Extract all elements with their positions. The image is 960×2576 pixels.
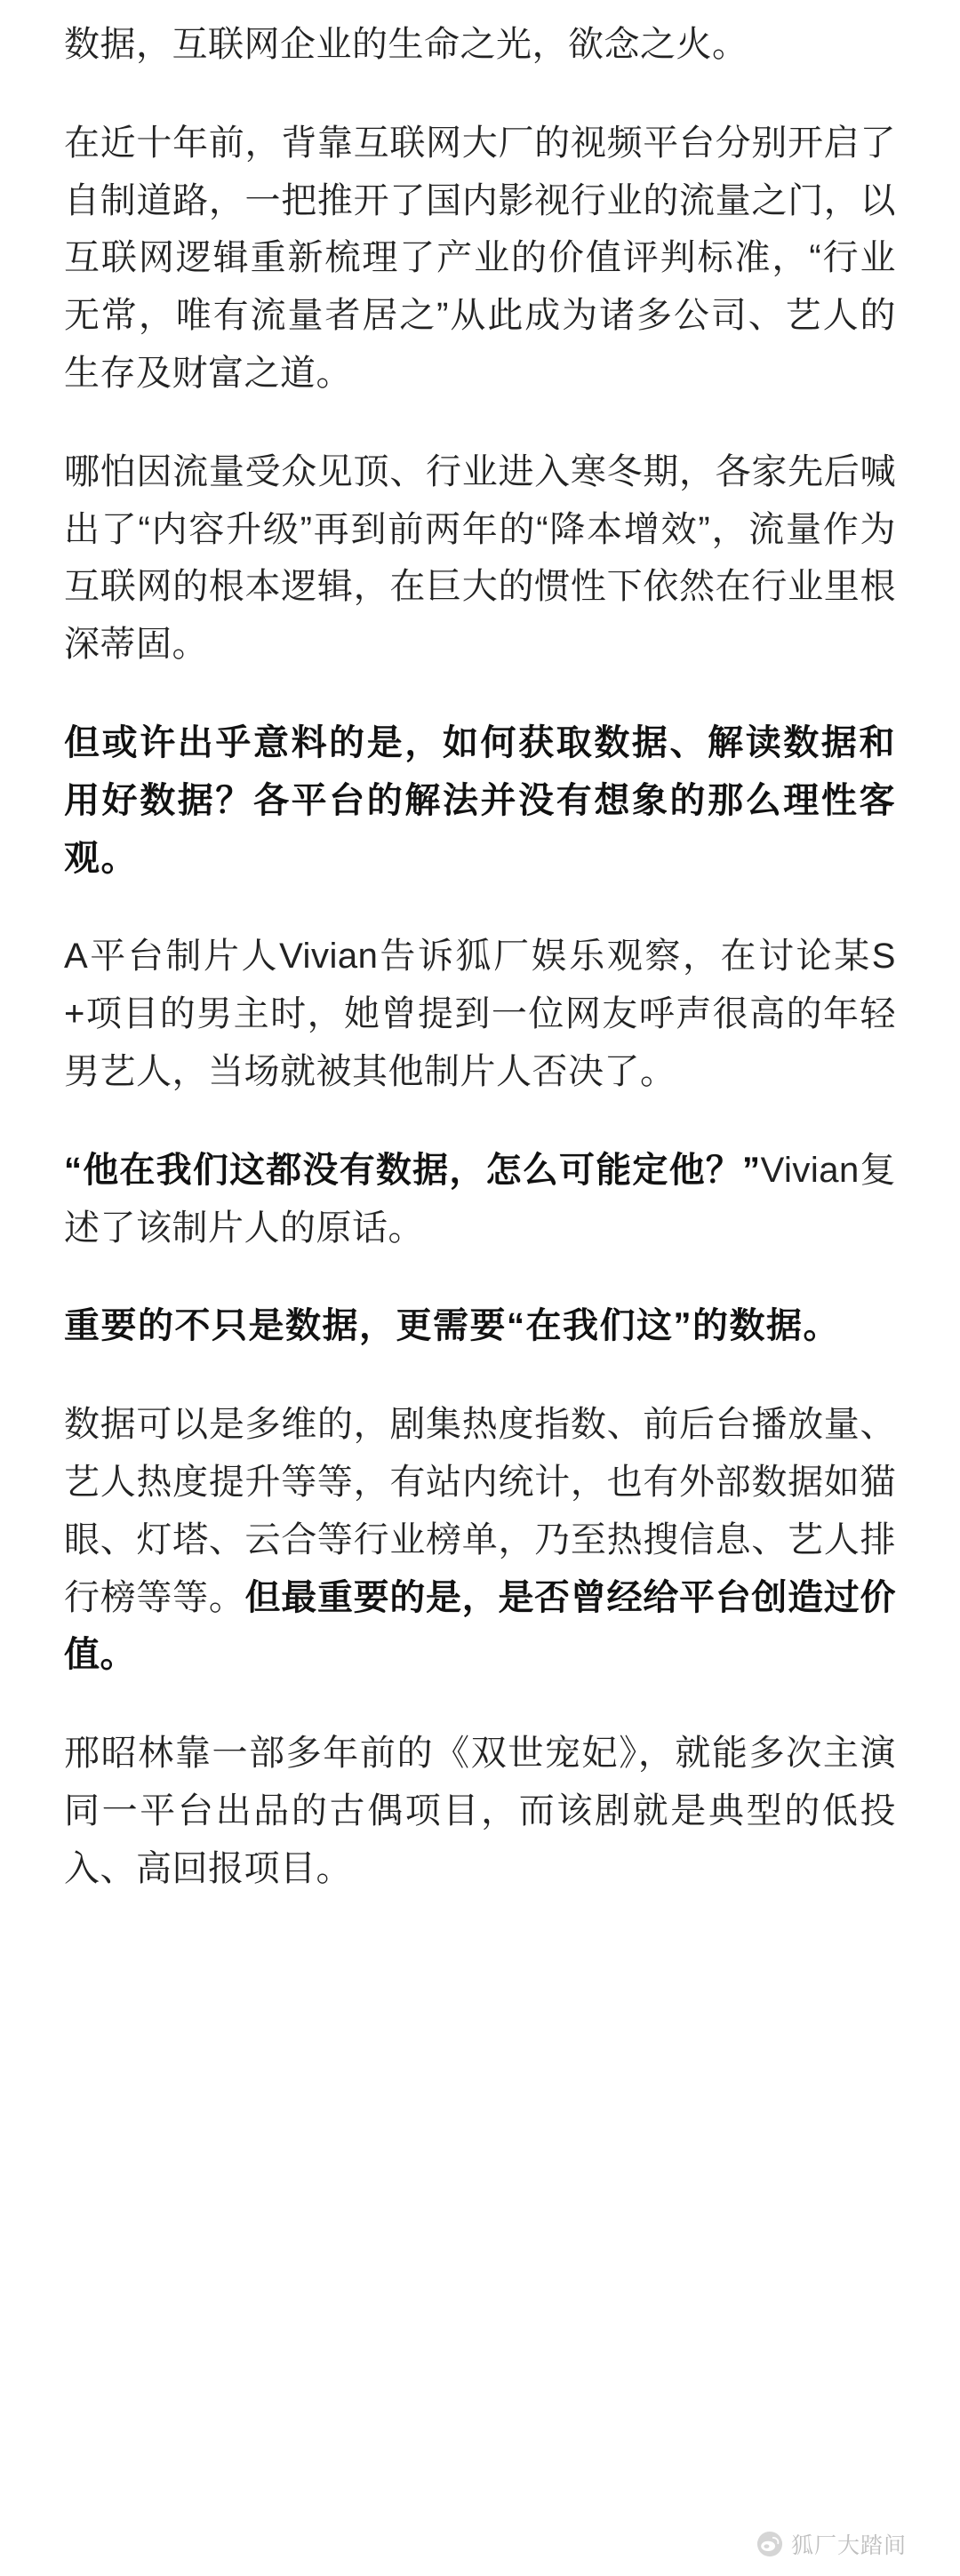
paragraph-8-lead: 数据可以是多维的，剧集热度指数、前后台播放量、艺人热度提升等等，有站内统计，也有外部数据如猫眼、灯塔、云合等行业榜单，乃至热搜信息、艺人排行榜等等。 [64, 1405, 896, 1617]
weibo-icon [756, 2531, 783, 2557]
watermark [756, 2528, 907, 2560]
paragraph-1: 数据，互联网企业的生命之光，欲念之火。 [64, 25, 748, 64]
paragraph-6 [64, 1142, 896, 1257]
paragraph-9: 邢昭林靠一部多年前的《双世宠妃》，就能多次主演同一平台出品的古偶项目，而该剧就是典型的低投入、高回报项目。 [64, 1734, 896, 1888]
paragraph-6-quote: “他在我们这都没有数据，怎么可能定他？” [64, 1150, 761, 1190]
paragraph-7-emphasis: 重要的不只是数据，更需要“在我们这”的数据。 [64, 1306, 840, 1346]
paragraph-2: 在近十年前，背靠互联网大厂的视频平台分别开启了自制道路，一把推开了国内影视行业的流量之门，以互联网逻辑重新梳理了产业的价值评判标准，“行业无常，唯有流量者居之”从此成为诸多公司、艺人的生存及财富之道。 [64, 123, 896, 393]
paragraph-8-tail: 但最重要的是，是否曾经给平台创造过价值。 [64, 1577, 897, 1675]
paragraph-3: 哪怕因流量受众见顶、行业进入寒冬期，各家先后喊出了“内容升级”再到前两年的“降本增效”，流量作为互联网的根本逻辑，在巨大的惯性下依然在行业里根深蒂固。 [64, 451, 896, 665]
paragraph-4-emphasis: 但或许出乎意料的是，如何获取数据、解读数据和用好数据？各平台的解法并没有想象的那么理性客观。 [64, 722, 896, 878]
paragraph-5: A平台制片人Vivian告诉狐厂娱乐观察，在讨论某S+项目的男主时，她曾提到一位网友呼声很高的年轻男艺人，当场就被其他制片人否决了。 [64, 937, 896, 1091]
paragraph-8 [64, 1396, 896, 1684]
watermark-label: 狐厂大踏间 [790, 2533, 907, 2558]
paragraph-6-rest: Vivian复述了该制片人的原话。 [64, 1150, 896, 1248]
